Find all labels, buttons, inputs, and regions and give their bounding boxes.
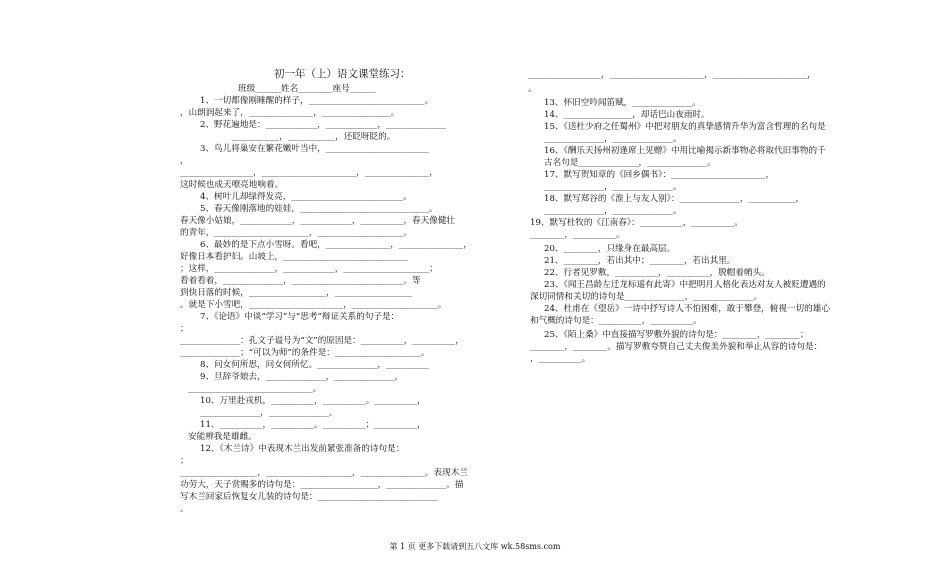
right-line: 25、《陌上桑》中直接描写罗敷外貌的诗句是：________，________； (544, 330, 809, 340)
right-line: ______________，______________。 (544, 134, 682, 144)
right-line: ，__________。 (530, 354, 591, 364)
left-line: ， (180, 156, 189, 166)
right-line: 24、杜甫在《望岳》一诗中抒写诗人不怕困难，敢于攀登，俯视一切的雄心 (544, 304, 830, 314)
right-line: ________，________。描写罗敷夸赞自己丈夫俊美外貌和举止从容的诗句是： (530, 342, 823, 352)
left-line: 2、野花遍地是：____________，____________，______________ (200, 120, 447, 130)
left-line: 。就是下小雪吧，______________________，____________________。 (180, 300, 447, 310)
left-line: 4、树叶儿却绿得发亮，__________________________。 (200, 192, 412, 202)
right-line: 21、________，若出其中；________，若出其里。 (544, 256, 736, 266)
left-line: 6、最妙的是下点小雪呀。看吧，_______________，_______________， (200, 240, 472, 250)
left-line: __________________，____________________，_______________。表现木兰 (180, 468, 468, 478)
right-line: 23、《闻王昌龄左迁龙标遥有此寄》中把明月人格化表达对友人被贬遭遇的 (544, 280, 826, 290)
right-line: 古名句是______________，______________。 (544, 158, 716, 168)
left-line: ______________；“可以为师”的条件是：____________________。 (180, 348, 430, 358)
left-line: ； (180, 324, 189, 334)
right-line: ______________，______________。 (544, 206, 682, 216)
left-line: 7、《论语》中谈“学习”与“思考”辩证关系的句子是： (200, 312, 400, 322)
left-line: 功劳大，天子赏赐多的诗句是：__________________，______________。描 (180, 480, 464, 490)
right-line: 18、默写郑谷的《淮上与友人别》：______________，___________， (544, 194, 805, 204)
right-line: 15、《送杜少府之任蜀州》中把对朋友的真挚感情升华为富含哲理的名句是 (544, 122, 826, 132)
left-line: 8、问女何所思，问女何所忆。______________，__________ (200, 360, 429, 370)
left-line: 的青年，______________________，____________________。 (180, 228, 413, 238)
left-line: 。 (180, 504, 189, 514)
right-line: 17、默写贺知章的《回乡偶书》：______________________， (544, 170, 775, 180)
left-line: 1、一切都像刚睡醒的样子，___________________________。 (200, 96, 434, 106)
right-line: 22、行者见罗敷，__________，__________，脱帽着帩头。 (544, 268, 770, 278)
left-line: ； (180, 456, 189, 466)
left-line: _____________________________。 (188, 384, 322, 394)
left-line: 这时候也成天嘹亮地响着。 (180, 180, 284, 190)
right-line: 13、怀旧空吟闻笛赋，______________。 (544, 98, 702, 108)
left-line: 好像日本看护妇。山坡上，_____________________________ (180, 252, 408, 262)
left-line: 5、春天像刚落地的娃娃，______________________________。 (200, 204, 438, 214)
left-line: ；这样，______________，____________，____________________； (180, 264, 438, 274)
right-line: ______________，______________。 (544, 182, 682, 192)
left-line: ______________：孔文子谥号为“文”的原因是：__________，__________， (180, 336, 464, 346)
page-footer: 第 1 页 更多下载请到五八文库 wk.58sms.com (389, 542, 561, 551)
right-line: 20、________，只缘身在最高层。 (544, 244, 676, 254)
left-line: 写木兰回家后恢复女儿装的诗句是：____________________________ (180, 492, 438, 502)
left-line: ，山朗润起来了，_______________，________________。 (180, 108, 400, 118)
right-line: 和气概的诗句是：__________，__________。 (530, 316, 702, 326)
worksheet-title: 初一年（上）语文课堂练习： (274, 68, 411, 80)
left-line: 班级______姓名________座号______ (238, 84, 376, 94)
left-line: 到快日落的时候，__________________，__________________ (180, 288, 413, 298)
right-line: 19、默写杜牧的《江南春》：__________，__________。 (530, 218, 743, 228)
left-line: 11、__________，__________。__________；__________， (200, 420, 426, 430)
right-line: _________________，______________________，______________________， (528, 70, 816, 80)
left-line: ___________，___________，还眨呀眨的。 (232, 132, 396, 142)
right-line: 14、________________，却话巴山夜雨时。 (544, 110, 710, 120)
left-line: 安能辨我是雄雌。 (188, 432, 257, 442)
left-line: _________________，______________________，_______________， (180, 168, 438, 178)
right-line: ________，__________。 (530, 230, 625, 240)
right-line: 深切同情和关切的诗句是______________，______________。 (530, 292, 763, 302)
left-line: 看着看着，______________，__________________________。等 (180, 276, 421, 286)
left-line: ______________，______________。 (200, 408, 338, 418)
left-line: 10、万里赴戎机，__________，__________。__________， (200, 396, 426, 406)
left-line: 3、鸟儿将巢安在繁花嫩叶当中，________________________ (200, 144, 429, 154)
left-line: 12、《木兰诗》中表现木兰出发前紧张准备的诗句是： (200, 444, 405, 454)
left-line: 春天像小姑娘，____________，____________，__________，春天像健壮 (180, 216, 456, 226)
right-line: 16、《酬乐天扬州初逢席上见赠》中用比喻揭示新事物必将取代旧事物的千 (544, 146, 826, 156)
left-line: 9、旦辞爷娘去，______________，______________， (200, 372, 404, 382)
right-line: 。 (528, 84, 537, 94)
